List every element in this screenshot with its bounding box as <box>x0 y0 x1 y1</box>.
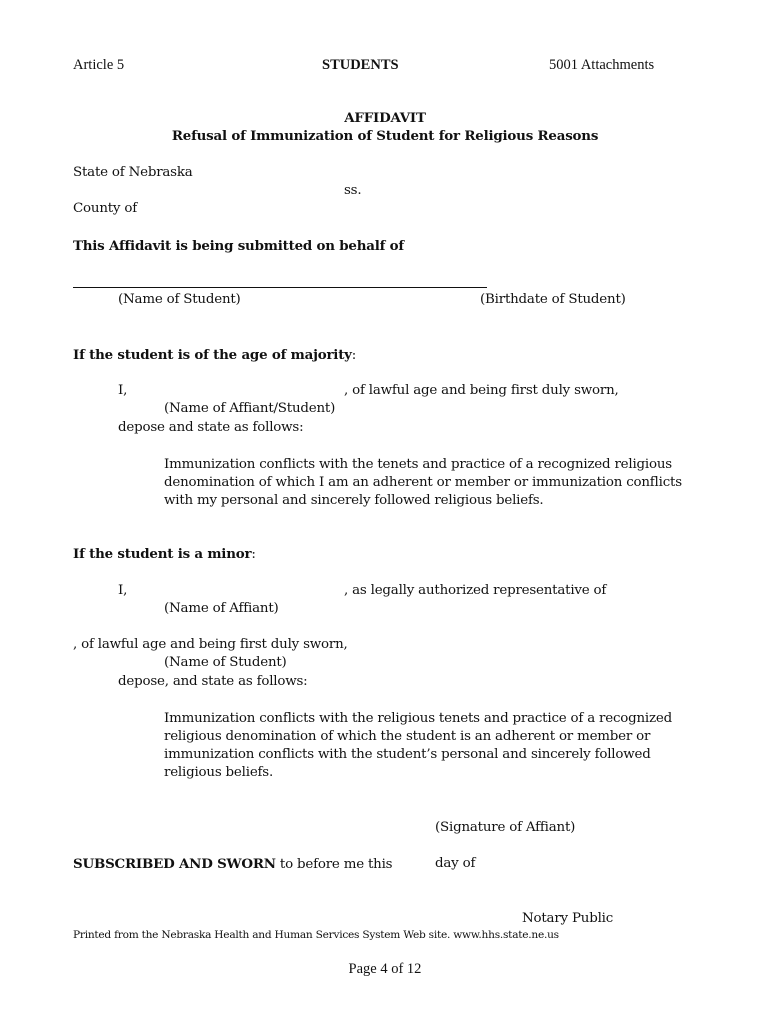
subscribed-line <box>73 856 392 872</box>
majority-heading-text: If the student is of the age of majority <box>73 347 352 363</box>
venue-ss: ss. <box>344 183 362 198</box>
header-section: STUDENTS <box>322 57 399 73</box>
subscribed-rest: to before me this <box>275 857 393 872</box>
student-birthdate-label: (Birthdate of Student) <box>480 292 626 307</box>
document-title: AFFIDAVIT <box>344 110 426 126</box>
footer-printed-from: Printed from the Nebraska Health and Human Services System Web site. www.hhs.state.ne.us <box>73 929 559 941</box>
minor-heading <box>73 546 256 562</box>
majority-statement-line: Immunization conflicts with the tenets and practice of a recognized religious <box>164 457 672 472</box>
minor-heading-colon: : <box>251 547 256 562</box>
majority-sworn: , of lawful age and being first duly sworn, <box>344 383 619 398</box>
subscribed-day-of: day of <box>435 856 476 871</box>
minor-representative: , as legally authorized representative of <box>344 583 607 598</box>
majority-i: I, <box>118 383 128 398</box>
minor-student-label: (Name of Student) <box>164 655 287 670</box>
signature-label: (Signature of Affiant) <box>435 820 576 835</box>
page-number: Page 4 of 12 <box>348 961 422 977</box>
minor-i: I, <box>118 583 128 598</box>
subscribed-bold: SUBSCRIBED AND SWORN <box>73 856 276 872</box>
minor-depose: depose, and state as follows: <box>118 674 308 689</box>
majority-statement-line: with my personal and sincerely followed religious beliefs. <box>164 493 544 508</box>
student-name-label: (Name of Student) <box>118 292 241 307</box>
header-attachment: 5001 Attachments <box>549 57 655 73</box>
behalf-heading: This Affidavit is being submitted on behalf of <box>73 238 404 254</box>
majority-depose: depose and state as follows: <box>118 420 304 435</box>
venue-county: County of <box>73 201 137 216</box>
majority-heading <box>73 347 356 363</box>
minor-statement-line: immunization conflicts with the student’s personal and sincerely followed <box>164 747 651 762</box>
venue-state: State of Nebraska <box>73 165 193 180</box>
minor-heading-text: If the student is a minor <box>73 546 252 562</box>
majority-statement <box>164 456 724 510</box>
minor-affiant-label: (Name of Affiant) <box>164 601 279 616</box>
document-subtitle: Refusal of Immunization of Student for Religious Reasons <box>171 128 599 144</box>
minor-statement-line: Immunization conflicts with the religious tenets and practice of a recognized <box>164 711 672 726</box>
notary-label: Notary Public <box>522 911 614 926</box>
student-name-line <box>73 287 487 288</box>
header-article: Article 5 <box>73 57 125 73</box>
majority-heading-colon: : <box>351 348 357 363</box>
minor-sworn: , of lawful age and being first duly sworn, <box>73 637 348 652</box>
majority-statement-line: denomination of which I am an adherent or member or immunization conflicts <box>164 475 682 490</box>
minor-statement <box>164 710 724 782</box>
minor-statement-line: religious beliefs. <box>164 765 274 780</box>
majority-affiant-label: (Name of Affiant/Student) <box>164 401 336 416</box>
minor-statement-line: religious denomination of which the student is an adherent or member or <box>164 729 651 744</box>
